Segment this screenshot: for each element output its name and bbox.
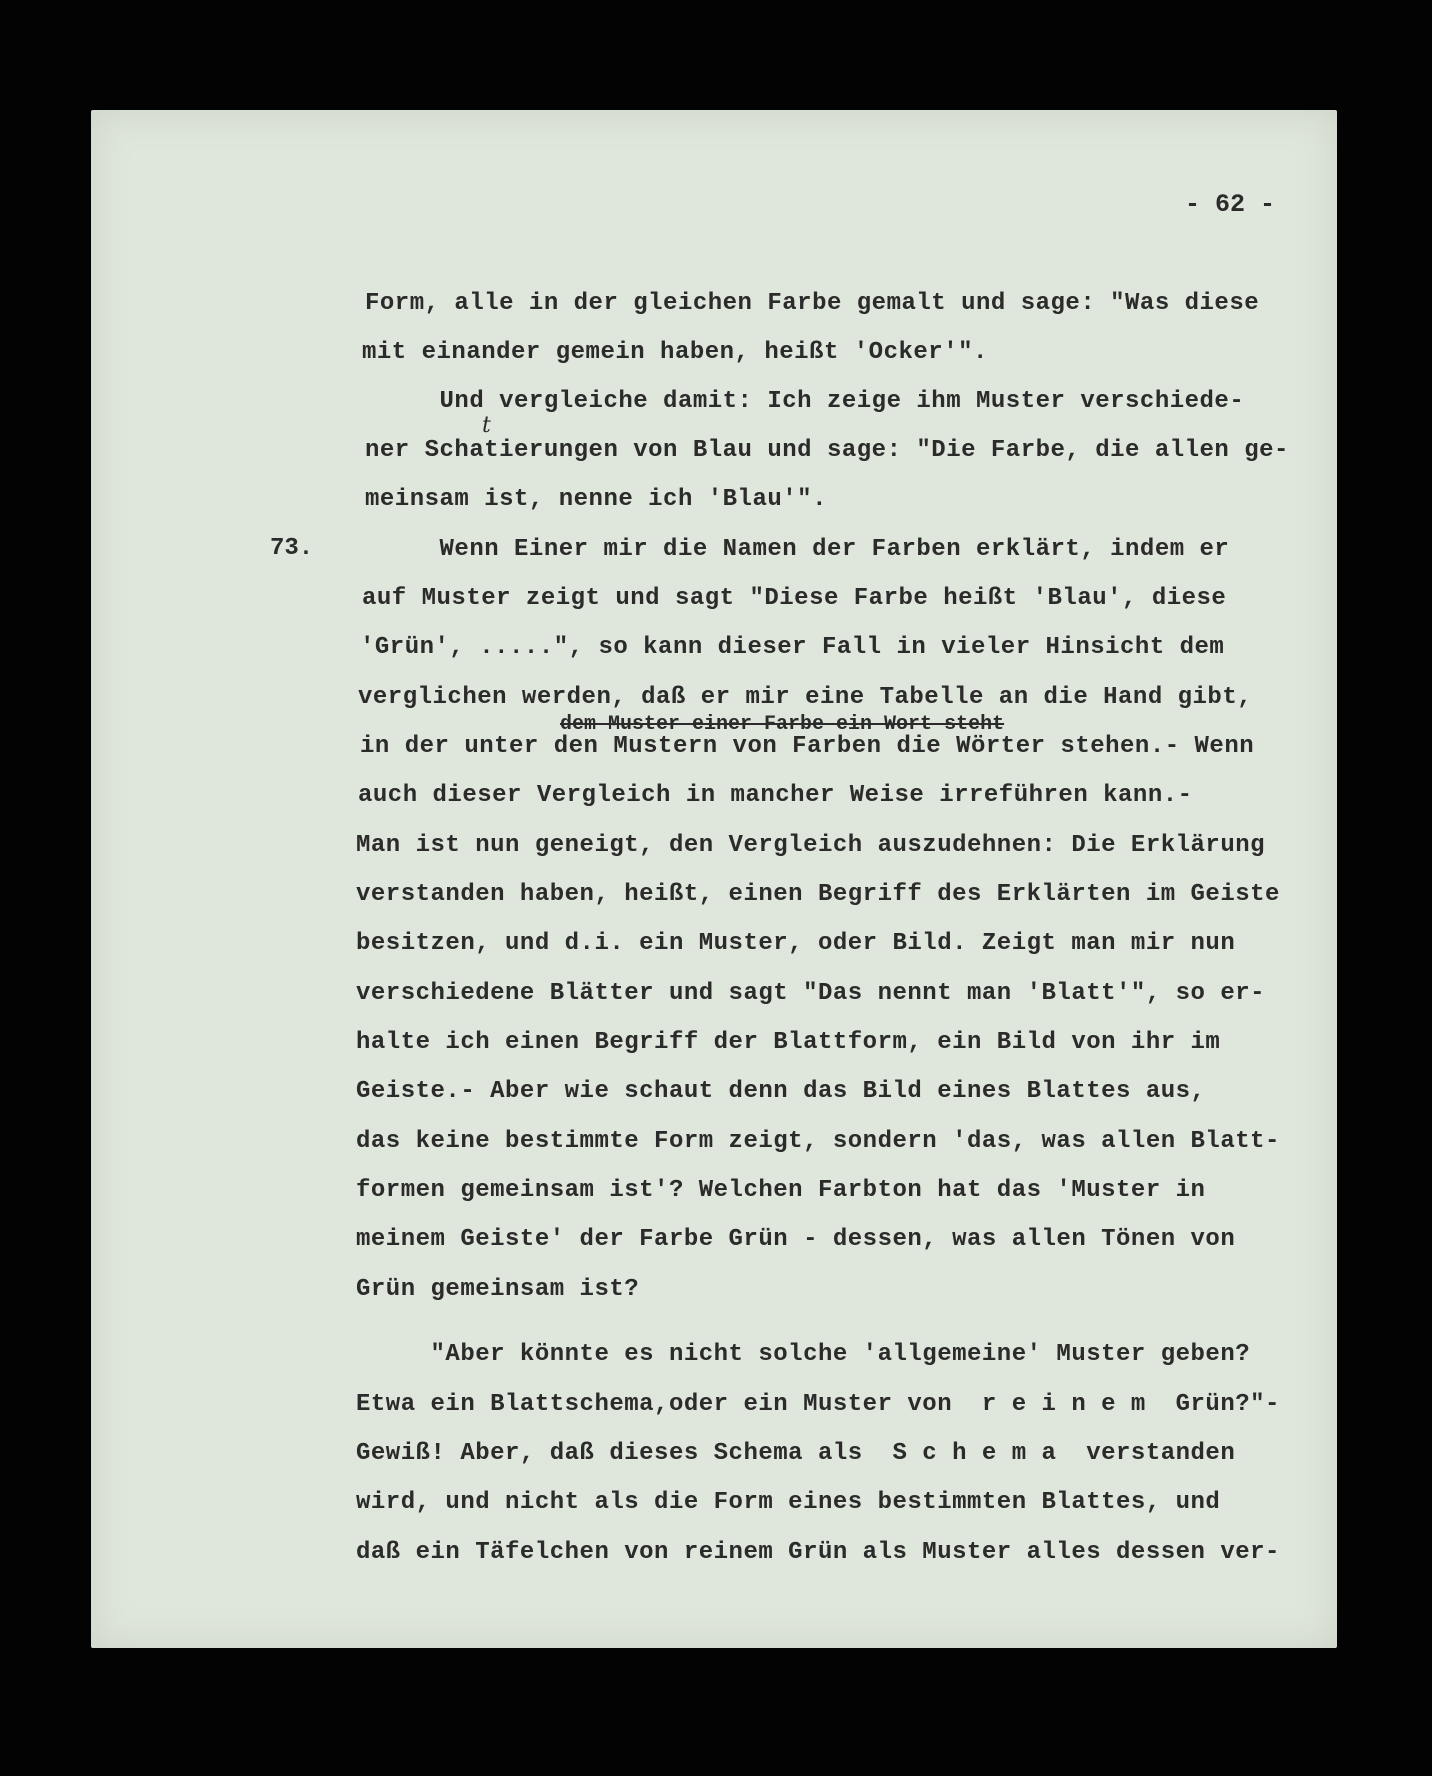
text-line: "Aber könnte es nicht solche 'allgemeine' Muster geben? xyxy=(356,1341,1251,1368)
text-line: verstanden haben, heißt, einen Begriff des Erklärten im Geiste xyxy=(356,881,1280,908)
text-line: meinsam ist, nenne ich 'Blau'". xyxy=(365,486,827,513)
text-line: 'Grün', .....", so kann dieser Fall in vieler Hinsicht dem xyxy=(360,634,1225,661)
text-line: meinem Geiste' der Farbe Grün - dessen, was allen Tönen von xyxy=(356,1226,1236,1253)
text-line: verglichen werden, daß er mir eine Tabelle an die Hand gibt, xyxy=(358,684,1253,711)
text-line: wird, und nicht als die Form eines bestimmten Blattes, und xyxy=(356,1489,1221,1516)
text-line: Man ist nun geneigt, den Vergleich auszudehnen: Die Erklärung xyxy=(356,832,1266,859)
text-line: Etwa ein Blattschema,oder ein Muster von r e i n e m Grün?"- xyxy=(356,1391,1280,1418)
paragraph-number: 73. xyxy=(270,535,314,562)
text-line: Wenn Einer mir die Namen der Farben erklärt, indem er xyxy=(365,536,1230,563)
text-line: das keine bestimmte Form zeigt, sondern 'das, was allen Blatt- xyxy=(356,1128,1280,1155)
text-line: Form, alle in der gleichen Farbe gemalt und sage: "Was diese xyxy=(365,290,1260,317)
text-line: ner Schatierungen von Blau und sage: "Die Farbe, die allen ge- xyxy=(365,437,1289,464)
text-line: formen gemeinsam ist'? Welchen Farbton hat das 'Muster in xyxy=(356,1177,1206,1204)
text-line: besitzen, und d.i. ein Muster, oder Bild. Zeigt man mir nun xyxy=(356,930,1236,957)
handwritten-insertion-mark: t xyxy=(482,413,491,438)
text-line: auch dieser Vergleich in mancher Weise irreführen kann.- xyxy=(358,782,1193,809)
text-line: in der unter den Mustern von Farben die Wörter stehen.- Wenn xyxy=(360,733,1255,760)
text-line: mit einander gemein haben, heißt 'Ocker'". xyxy=(362,339,988,366)
text-line: Geiste.- Aber wie schaut denn das Bild eines Blattes aus, xyxy=(356,1078,1206,1105)
text-line: auf Muster zeigt und sagt "Diese Farbe heißt 'Blau', diese xyxy=(362,585,1227,612)
text-line: verschiedene Blätter und sagt "Das nennt man 'Blatt'", so er- xyxy=(356,980,1266,1007)
text-line: Gewiß! Aber, daß dieses Schema als S c h e m a verstanden xyxy=(356,1440,1236,1467)
text-line: halte ich einen Begriff der Blattform, ein Bild von ihr im xyxy=(356,1029,1221,1056)
text-line: daß ein Täfelchen von reinem Grün als Muster alles dessen ver- xyxy=(356,1539,1280,1566)
text-line: Grün gemeinsam ist? xyxy=(356,1276,640,1303)
struck-through-line: dem Muster einer Farbe ein Wort steht xyxy=(560,713,1005,736)
page-number: - 62 - xyxy=(1185,190,1276,219)
text-line: Und vergleiche damit: Ich zeige ihm Muster verschiede- xyxy=(365,388,1245,415)
